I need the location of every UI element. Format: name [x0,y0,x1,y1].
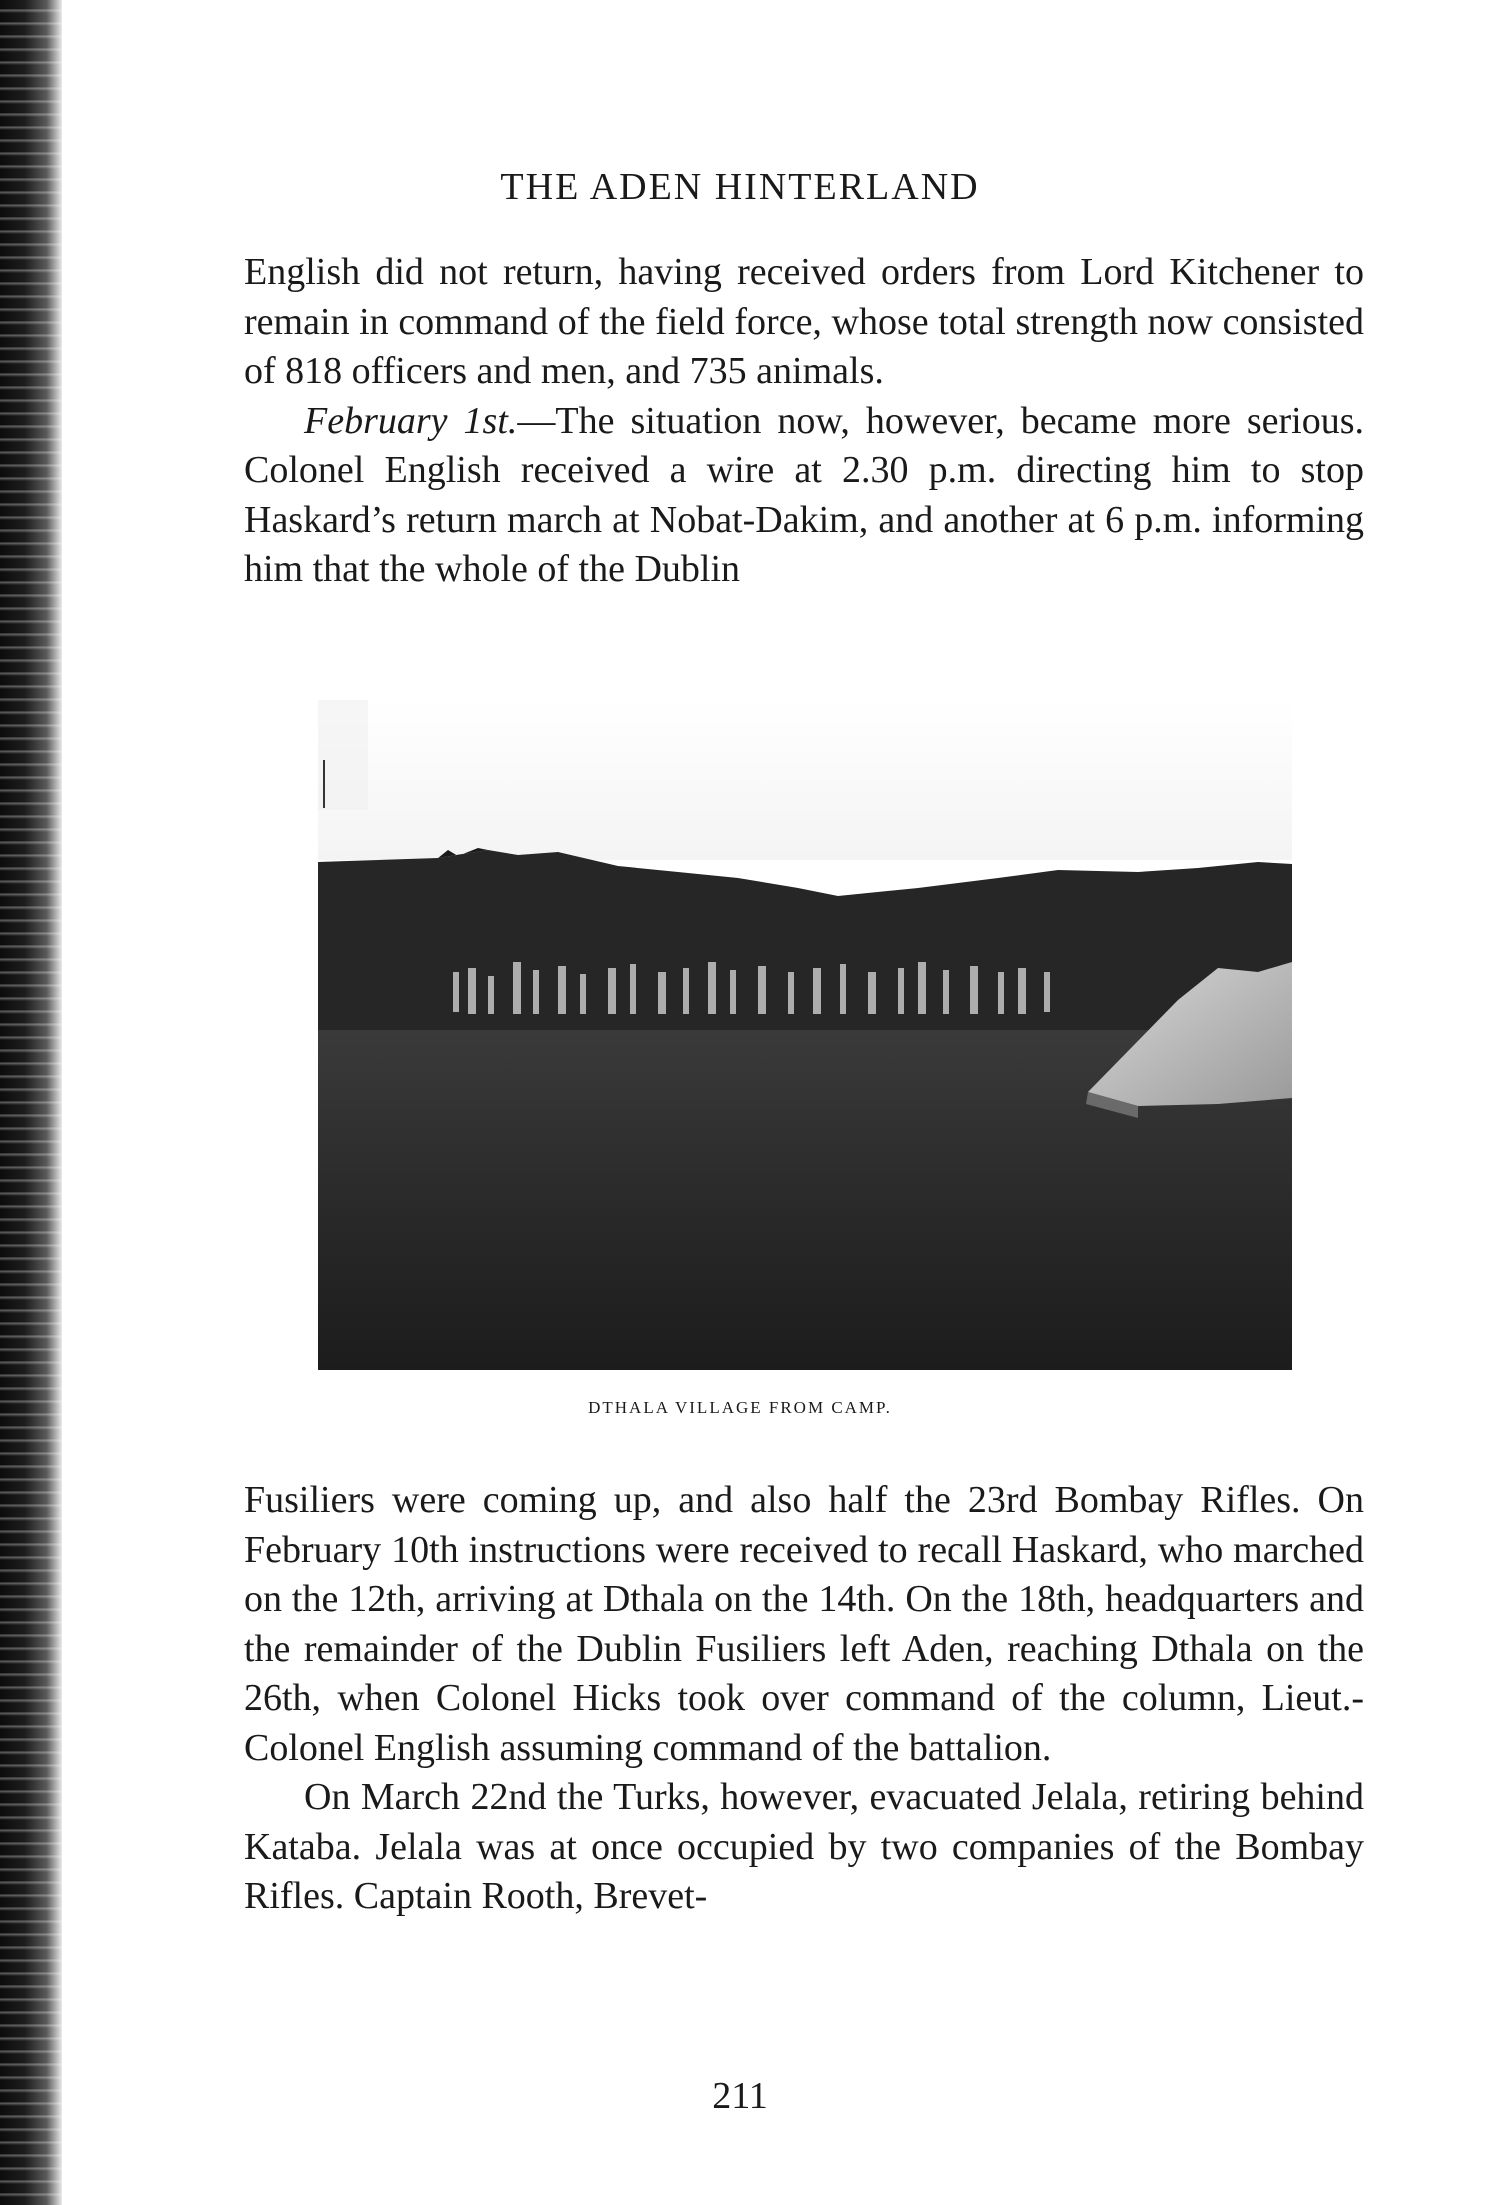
paragraph-2-text: —The situation now, however, became more serious. Colonel English received a wire at 2.30 p.m. directing him to stop Haskard’s return march at Nobat-Dakim, and another at 6 p.m. informing him that the whole of the Dublin [244,399,1364,590]
paragraph-2-date: February 1st. [304,399,518,442]
paragraph-1: English did not return, having received orders from Lord Kitchener to remain in command of the field force, whose total strength now consisted of 818 officers and men, and 735 animals. [244,251,1364,392]
plate-caption: DTHALA VILLAGE FROM CAMP. [588,1398,892,1417]
photo-plate [318,700,1292,1370]
text-block-top [244,248,1364,595]
page-binding-edge [0,0,62,2205]
running-head: THE ADEN HINTERLAND [500,166,980,208]
paragraph-3: Fusiliers were coming up, and also half the 23rd Bombay Rifles. On February 10th instructions were received to recall Haskard, who marched on the 12th, arriving at Dthala on the 14th. On the 18th, headquarters and the remainder of the Dublin Fusiliers left Aden, reaching Dthala on the 26th, when Colonel Hicks took over command of the column, Lieut.-Colonel English assuming command of the battalion. [244,1479,1364,1769]
photo-sky [318,700,1292,860]
page-number: 211 [712,2075,768,2117]
paragraph-4: On March 22nd the Turks, however, evacuated Jelala, retiring behind Kataba. Jelala was at once occupied by two companies of the Bombay Rifles. Captain Rooth, Brevet- [244,1776,1364,1917]
paragraph-2 [244,397,1364,595]
text-block-bottom [244,1476,1364,1922]
